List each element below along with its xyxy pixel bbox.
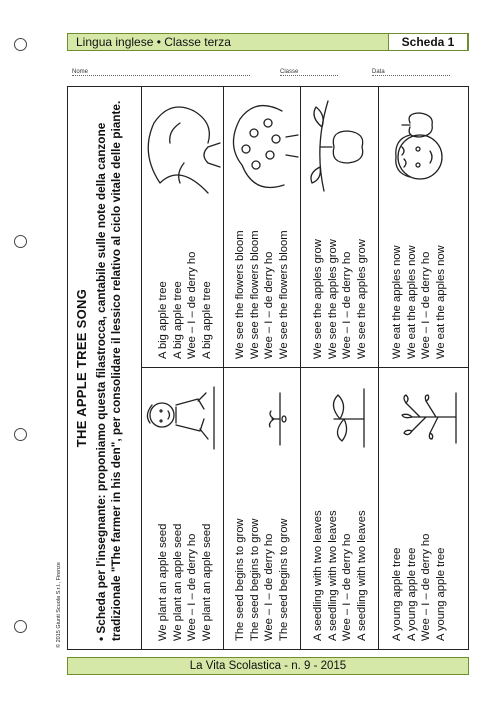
stanza-young-tree: A young apple tree A young apple tree Wee – I – de derry ho A young apple tree xyxy=(391,533,447,641)
header-bar xyxy=(67,33,469,51)
binder-hole-4 xyxy=(14,620,27,633)
subject-label: Lingua inglese • Classe terza xyxy=(76,35,231,49)
sheet-label: Scheda 1 xyxy=(388,33,468,51)
teacher-note xyxy=(94,95,124,641)
name-label: Nome xyxy=(72,69,89,75)
big-tree-icon xyxy=(140,93,222,203)
copyright-note: © 2015 Giunti Scuola S.r.l., Firenze xyxy=(56,562,62,648)
class-label: Classe xyxy=(280,69,299,75)
blooming-tree-icon xyxy=(224,95,300,195)
young-tree-icon xyxy=(382,383,466,453)
name-line[interactable] xyxy=(72,69,250,76)
child-planting-icon xyxy=(142,379,224,459)
row-divider-3 xyxy=(300,87,301,649)
stanza-apples-grow: We see the apples grow We see the apples grow Wee – I – de derry ho We see the apples grow xyxy=(312,239,368,359)
row-divider-4 xyxy=(378,87,379,649)
song-title: THE APPLE TREE SONG xyxy=(74,288,89,448)
binder-hole-2 xyxy=(14,235,27,248)
song-sheet xyxy=(68,87,468,649)
teacher-note-lead: • Scheda per l'insegnante xyxy=(94,498,108,641)
stanza-eat-apples: We eat the apples now We eat the apples now Wee – I – de derry ho We eat the apples now xyxy=(391,245,447,359)
child-eating-apple-icon xyxy=(382,97,464,197)
column-divider xyxy=(141,367,468,368)
stanza-flowers-bloom: We see the flowers bloom We see the flowers bloom Wee – I – de derry ho We see the flowers bloom xyxy=(234,230,290,359)
stanza-plant-seed: We plant an apple seed We plant an apple seed Wee – I – de derry ho We plant an apple seed xyxy=(157,523,213,641)
footer-label: La Vita Scolastica - n. 9 - 2015 xyxy=(189,660,347,672)
stanza-seedling: A seedling with two leaves A seedling with two leaves Wee – I – de derry ho A seedling with two leaves xyxy=(312,510,368,641)
binder-hole-1 xyxy=(14,38,27,51)
date-line[interactable] xyxy=(372,69,450,76)
sprouting-seed-icon xyxy=(228,389,298,449)
footer-bar xyxy=(67,657,469,675)
date-label: Data xyxy=(372,69,385,75)
stanza-big-tree: A big apple tree A big apple tree Wee – I – de derry ho A big apple tree xyxy=(157,251,213,359)
apple-on-branch-icon xyxy=(304,97,378,197)
stanza-seed-grow: The seed begins to grow The seed begins to grow Wee – I – de derry ho The seed begins to grow xyxy=(234,518,290,641)
binder-hole-3 xyxy=(14,428,27,441)
teacher-note-text: : proponiamo questa filastrocca, cantabile sulle note della canzone tradizionale "The farmer in his den", per consolidare il lessico relativo al ciclo vitale delle piante. xyxy=(94,100,123,641)
class-line[interactable] xyxy=(280,69,338,76)
seedling-icon xyxy=(304,383,380,453)
